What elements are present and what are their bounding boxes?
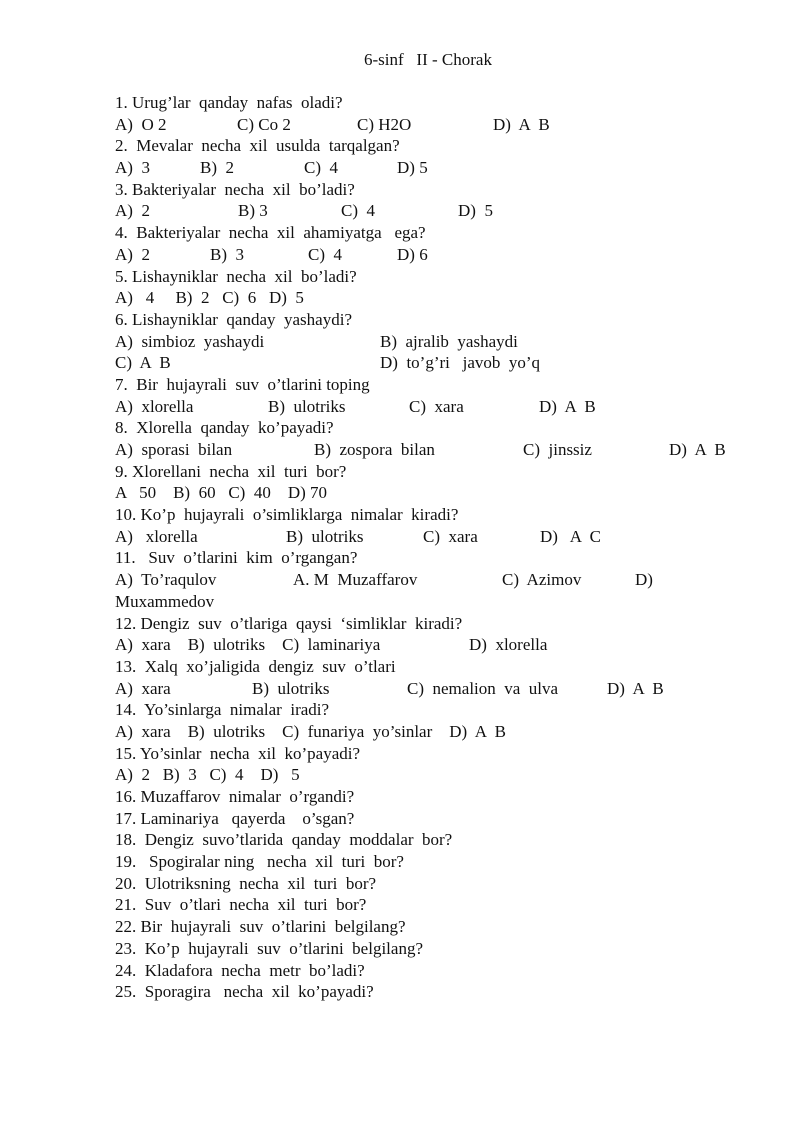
answer-option: B) ajralib yashaydi <box>380 331 518 351</box>
answer-option: C) jinssiz <box>523 440 592 459</box>
question-line <box>115 417 755 439</box>
question-text: 16. Muzaffarov nimalar o’rgandi? <box>115 787 355 806</box>
answer-option: D) A B <box>493 114 550 134</box>
question-line <box>115 504 755 526</box>
question-line <box>115 786 755 808</box>
answer-options-line <box>115 721 755 743</box>
answer-option: B) ulotriks <box>286 526 364 546</box>
answer-option: C) 4 <box>341 201 375 221</box>
answer-option: B) 3 <box>238 201 268 221</box>
question-line <box>115 981 755 1003</box>
answer-option: D) 5 <box>458 201 493 221</box>
question-text: 17. Laminariya qayerda o’sgan? <box>115 808 355 828</box>
question-text: 10. Ko’p hujayrali o’simliklarga nimalar kiradi? <box>115 505 459 525</box>
question-text: 9. Xlorellani necha xil turi bor? <box>115 461 347 481</box>
answer-option: C) A B <box>115 353 171 373</box>
answer-option: A) 3 <box>115 158 150 178</box>
question-text: 19. Spogiralar ning necha xil turi bor? <box>115 852 404 872</box>
answer-option: A) 2 <box>115 201 150 221</box>
question-text: 4. Bakteriyalar necha xil ahamiyatga ega? <box>115 223 426 243</box>
answer-option: C) 4 <box>304 158 338 178</box>
page-title: 6-sinf II - Chorak <box>364 50 492 69</box>
answer-option: D) to’g’ri javob yo’q <box>380 353 541 373</box>
answer-option: D) A B <box>607 678 664 698</box>
question-text: 11. Suv o’tlarini kim o’rgangan? <box>115 548 358 568</box>
question-line <box>115 613 755 635</box>
answer-options-line <box>115 439 755 461</box>
answer-option: B) ulotriks <box>252 678 330 698</box>
question-text: Muxammedov <box>115 591 215 611</box>
question-text: 2. Mevalar necha xil usulda tarqalgan? <box>115 136 400 156</box>
answer-option: A) 2 B) 3 C) 4 D) 5 <box>115 765 300 785</box>
answer-option: D) A B <box>539 396 596 416</box>
question-text: 22. Bir hujayrali suv o’tlarini belgilang? <box>115 917 406 937</box>
question-line <box>115 829 755 851</box>
answer-option: C) xara <box>409 396 464 416</box>
answer-option: B) 2 <box>200 158 234 178</box>
answer-option: B) 3 <box>210 244 244 264</box>
question-line <box>115 547 755 569</box>
answer-options-line <box>115 678 755 700</box>
answer-options-line <box>115 396 755 418</box>
answer-option: A) simbioz yashaydi <box>115 331 265 351</box>
answer-option: C) Co 2 <box>237 114 291 134</box>
answer-options-line <box>115 526 755 548</box>
answer-option: B) ulotriks <box>268 396 346 416</box>
question-text: 3. Bakteriyalar necha xil bo’ladi? <box>115 179 355 199</box>
question-text: 18. Dengiz suvo’tlarida qanday moddalar bor? <box>115 830 453 850</box>
question-text: 5. Lishayniklar necha xil bo’ladi? <box>115 266 357 286</box>
question-line <box>115 179 755 201</box>
answer-option: D) A B <box>669 440 726 459</box>
question-line <box>115 92 755 114</box>
answer-option: A) sporasi bilan <box>115 440 233 459</box>
answer-option: C) 4 <box>308 244 342 264</box>
answer-option: A) 2 <box>115 244 150 264</box>
answer-option: B) zospora bilan <box>314 440 435 459</box>
question-text: 23. Ko’p hujayrali suv o’tlarini belgilang? <box>115 938 423 958</box>
question-line <box>115 743 755 765</box>
question-line <box>115 656 755 678</box>
question-line <box>115 309 755 331</box>
question-text: 20. Ulotriksning necha xil turi bor? <box>115 873 377 893</box>
question-line <box>115 266 755 288</box>
question-line <box>115 851 755 873</box>
answer-options-line <box>115 200 755 222</box>
question-line <box>115 699 755 721</box>
answer-options-line <box>115 114 755 136</box>
answer-options-line <box>115 287 755 309</box>
answer-option: D) 6 <box>397 244 428 264</box>
question-text: 21. Suv o’tlari necha xil turi bor? <box>115 895 367 915</box>
answer-options-line <box>115 634 755 656</box>
question-line <box>115 938 755 960</box>
answer-options-line <box>115 244 755 266</box>
answer-option: C) nemalion va ulva <box>407 678 559 698</box>
question-line <box>115 894 755 916</box>
answer-options-line <box>115 569 755 591</box>
answer-option: A. M Muzaffarov <box>293 570 418 590</box>
answer-option: A) xlorella <box>115 526 198 546</box>
question-line <box>115 461 755 483</box>
question-line <box>115 808 755 830</box>
question-list <box>115 92 755 1003</box>
question-line <box>115 591 755 613</box>
answer-option: A) xlorella <box>115 396 194 416</box>
answer-options-line <box>115 331 755 353</box>
question-text: 12. Dengiz suv o’tlariga qaysi ‘simliklar kiradi? <box>115 613 463 633</box>
answer-options-line <box>115 764 755 786</box>
question-line <box>115 135 755 157</box>
answer-option: A) xara <box>115 678 171 698</box>
question-text: 14. Yo’sinlarga nimalar iradi? <box>115 700 330 720</box>
question-text: 25. Sporagira necha xil ko’payadi? <box>115 982 374 1002</box>
answer-option: D) <box>635 570 653 590</box>
question-line <box>115 222 755 244</box>
question-text: 7. Bir hujayrali suv o’tlarini toping <box>115 374 370 394</box>
answer-options-line <box>115 157 755 179</box>
question-text: 13. Xalq xo’jaligida dengiz suv o’tlari <box>115 656 396 676</box>
answer-option: D) A C <box>540 526 601 546</box>
question-line <box>115 374 755 396</box>
answer-option: A) 4 B) 2 C) 6 D) 5 <box>115 288 304 308</box>
answer-option: C) Azimov <box>502 570 582 590</box>
answer-option: A 50 B) 60 C) 40 D) 70 <box>115 483 328 503</box>
answer-option: A) To’raqulov <box>115 570 217 590</box>
question-text: 24. Kladafora necha metr bo’ladi? <box>115 960 365 980</box>
answer-option: A) xara B) ulotriks C) funariya yo’sinlar D) A B <box>115 721 506 741</box>
answer-option: C) H2O <box>357 114 412 134</box>
answer-option: D) xlorella <box>469 635 548 655</box>
answer-option: D) 5 <box>397 158 428 178</box>
question-line <box>115 916 755 938</box>
question-text: 8. Xlorella qanday ko’payadi? <box>115 418 334 438</box>
question-text: 15. Yo’sinlar necha xil ko’payadi? <box>115 743 361 763</box>
question-text: 6. Lishayniklar qanday yashaydi? <box>115 309 352 329</box>
question-line <box>115 960 755 982</box>
answer-options-line <box>115 352 755 374</box>
answer-options-line <box>115 482 755 504</box>
question-line <box>115 873 755 895</box>
answer-option: C) xara <box>423 526 478 546</box>
question-text: 1. Urug’lar qanday nafas oladi? <box>115 93 343 112</box>
answer-option: A) O 2 <box>115 114 167 134</box>
answer-option: A) xara B) ulotriks C) laminariya <box>115 635 381 655</box>
